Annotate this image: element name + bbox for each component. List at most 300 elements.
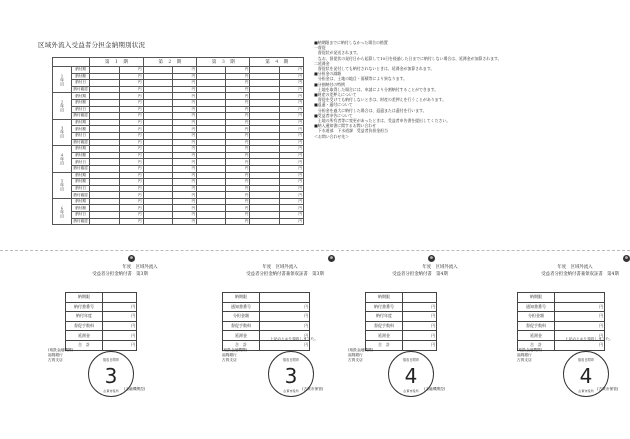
cell-blank bbox=[250, 139, 279, 146]
row-label: 納付確認 bbox=[73, 87, 88, 92]
stub-row-label: 督促手数料 bbox=[518, 321, 555, 331]
cell-blank bbox=[143, 113, 172, 120]
year-label: ５年目 bbox=[53, 172, 72, 198]
seal-mark-icon: ⊕ bbox=[624, 256, 629, 261]
period-number: 4 bbox=[579, 364, 593, 388]
seal-mark-icon: ⊕ bbox=[129, 256, 134, 261]
yen-cell: 円 bbox=[279, 212, 303, 219]
stub-row-value: 円 bbox=[103, 340, 137, 350]
cell-blank bbox=[90, 185, 119, 192]
cell-blank bbox=[197, 126, 226, 133]
table-row bbox=[53, 132, 304, 139]
table-row bbox=[53, 86, 304, 93]
stub-row-value: 円 bbox=[260, 302, 310, 312]
yen-cell: 円 bbox=[173, 165, 197, 172]
stub-row-value: 円 bbox=[403, 340, 437, 350]
yen-cell: 円 bbox=[173, 152, 197, 159]
cell-blank bbox=[143, 192, 172, 199]
yen-cell: 円 bbox=[173, 192, 197, 199]
yen-cell: 円 bbox=[119, 67, 143, 74]
bank-info bbox=[48, 348, 88, 363]
note-line: ■分担金の減額 bbox=[314, 71, 342, 77]
cell-blank bbox=[143, 119, 172, 126]
yen-cell: 円 bbox=[226, 67, 250, 74]
cell-blank bbox=[250, 119, 279, 126]
row-label: 納付額 bbox=[72, 99, 90, 106]
cell-blank bbox=[143, 86, 172, 93]
cell-blank bbox=[250, 132, 279, 139]
cell-blank bbox=[143, 198, 172, 205]
row-label: 納付確認 bbox=[73, 192, 88, 197]
note-line: 督促を受けても納付しないときは、財産の差押えを行うことがあります。 bbox=[314, 97, 446, 103]
table-row bbox=[53, 185, 304, 192]
bank-info bbox=[222, 348, 262, 363]
yen-cell: 円 bbox=[119, 218, 143, 225]
cell-blank bbox=[250, 126, 279, 133]
cell-blank bbox=[197, 106, 226, 113]
stub-row-label: 通知書番号 bbox=[223, 302, 260, 312]
cell-blank bbox=[250, 218, 279, 225]
yen-cell: 円 bbox=[226, 152, 250, 159]
cell-blank bbox=[90, 73, 119, 80]
note-line: ■納期限までに納付しなかった場合の措置 bbox=[314, 40, 388, 45]
cell-blank bbox=[90, 165, 119, 172]
yen-cell: 円 bbox=[119, 205, 143, 212]
stub-row-value bbox=[403, 293, 437, 303]
receipt-note: 上記のとおり領収しました。 bbox=[270, 337, 318, 341]
yen-cell: 円 bbox=[279, 205, 303, 212]
yen-cell: 円 bbox=[173, 86, 197, 93]
yen-cell: 円 bbox=[119, 192, 143, 199]
row-label: 納付日 bbox=[72, 159, 90, 166]
stub-row-label: 延滞金 bbox=[223, 331, 260, 341]
stub-row-value: 円 bbox=[403, 312, 437, 322]
stub-row-value: 円 bbox=[555, 321, 605, 331]
stub-row-value: 円 bbox=[260, 331, 310, 341]
yen-cell: 円 bbox=[279, 159, 303, 166]
yen-cell: 円 bbox=[173, 185, 197, 192]
stub-row-label: 督促手数料 bbox=[66, 321, 103, 331]
table-row bbox=[53, 106, 304, 113]
copy-note: (金融機関控) bbox=[124, 387, 146, 391]
stub-row bbox=[366, 312, 437, 322]
cell-blank bbox=[250, 152, 279, 159]
table-row bbox=[53, 192, 304, 199]
stub-header-title: 受益者分担金納付書 第3期 bbox=[92, 272, 148, 277]
yen-cell: 円 bbox=[173, 132, 197, 139]
cell-blank bbox=[90, 113, 119, 120]
stub-row bbox=[518, 293, 605, 303]
cell-blank bbox=[90, 93, 119, 100]
yen-cell: 円 bbox=[279, 126, 303, 133]
yen-cell: 円 bbox=[226, 93, 250, 100]
note-line: 二延滞金 bbox=[314, 60, 330, 66]
cell-blank bbox=[197, 67, 226, 74]
yen-cell: 円 bbox=[173, 179, 197, 186]
stub-row bbox=[66, 293, 137, 303]
cell-blank bbox=[250, 93, 279, 100]
stub-row-label: 合 計 bbox=[66, 340, 103, 350]
cell-blank bbox=[90, 172, 119, 179]
yen-cell: 円 bbox=[279, 185, 303, 192]
yen-cell: 円 bbox=[173, 212, 197, 219]
yen-cell: 円 bbox=[279, 86, 303, 93]
stub-row-value bbox=[555, 293, 605, 303]
yen-cell: 円 bbox=[279, 179, 303, 186]
cell-blank bbox=[197, 212, 226, 219]
yen-cell: 円 bbox=[173, 198, 197, 205]
yen-cell: 円 bbox=[279, 113, 303, 120]
yen-cell: 円 bbox=[226, 139, 250, 146]
cell-blank bbox=[143, 218, 172, 225]
bank-info-line: 古賀支店 bbox=[517, 358, 532, 362]
stamp-bottom-text: 古賀市役所 bbox=[103, 389, 119, 393]
yen-cell: 円 bbox=[119, 73, 143, 80]
stub-row-label: 分担金額 bbox=[518, 312, 555, 322]
yen-cell: 円 bbox=[226, 126, 250, 133]
stub-row-label: 通知書番号 bbox=[518, 302, 555, 312]
stub-row-label: 納付年度 bbox=[66, 312, 103, 322]
note-line: ■返還・還付について bbox=[314, 102, 353, 108]
row-label: 納付額 bbox=[72, 152, 90, 159]
cell-blank bbox=[143, 93, 172, 100]
row-label: 納付確認 bbox=[73, 218, 88, 223]
note-line: ■分割納付の特例 bbox=[314, 81, 345, 87]
table-row bbox=[53, 179, 304, 186]
stub-row-value: 円 bbox=[555, 302, 605, 312]
yen-cell: 円 bbox=[173, 205, 197, 212]
cell-blank bbox=[90, 198, 119, 205]
stub-row-value: 円 bbox=[555, 312, 605, 322]
stamp-bottom-text: 古賀市役所 bbox=[403, 389, 419, 393]
payment-schedule-table bbox=[52, 57, 304, 225]
yen-cell: 円 bbox=[119, 172, 143, 179]
cell-blank bbox=[197, 93, 226, 100]
yen-cell: 円 bbox=[226, 185, 250, 192]
table-row bbox=[53, 99, 304, 106]
stamp-arc-text: 領収日附印 bbox=[102, 358, 120, 362]
table-row bbox=[53, 152, 304, 159]
cell-blank bbox=[197, 73, 226, 80]
stub-row-value bbox=[103, 293, 137, 303]
yen-cell: 円 bbox=[173, 159, 197, 166]
period-number: 4 bbox=[404, 364, 418, 388]
cell-blank bbox=[90, 132, 119, 139]
table-row bbox=[53, 119, 304, 126]
cell-blank bbox=[143, 172, 172, 179]
bank-info bbox=[517, 348, 557, 363]
stub-row bbox=[366, 321, 437, 331]
stub-row-value: 円 bbox=[103, 331, 137, 341]
yen-cell: 円 bbox=[119, 80, 143, 87]
note-line: 下水道部 下水道課 受益者負担金担当 bbox=[314, 128, 388, 134]
note-line: ■受益者申告について bbox=[314, 112, 353, 118]
period-header: 第 １ 期 bbox=[90, 58, 143, 67]
row-label: 納付確認 bbox=[73, 113, 88, 118]
yen-cell: 円 bbox=[279, 172, 303, 179]
stamp-arc-text: 領収日附印 bbox=[402, 358, 420, 362]
note-line: ■納入通知書に関するお問い合わせ bbox=[314, 123, 377, 129]
yen-cell: 円 bbox=[173, 218, 197, 225]
cell-blank bbox=[197, 86, 226, 93]
row-label: 納付日 bbox=[72, 185, 90, 192]
table-row bbox=[53, 205, 304, 212]
cell-blank bbox=[143, 73, 172, 80]
stub-amount-table bbox=[65, 292, 137, 351]
stub-header-title: 受益者分担金納付書 第4期 bbox=[392, 272, 448, 277]
note-line: 一督促 bbox=[314, 45, 326, 51]
yen-cell: 円 bbox=[119, 165, 143, 172]
yen-cell: 円 bbox=[119, 106, 143, 113]
table-row bbox=[53, 80, 304, 87]
yen-cell: 円 bbox=[226, 146, 250, 153]
yen-cell: 円 bbox=[279, 146, 303, 153]
cell-blank bbox=[143, 159, 172, 166]
yen-cell: 円 bbox=[173, 106, 197, 113]
bank-info-line: 古賀支店 bbox=[222, 358, 237, 362]
table-row bbox=[53, 73, 304, 80]
cell-blank bbox=[143, 146, 172, 153]
yen-cell: 円 bbox=[173, 99, 197, 106]
bank-info-line: 福岡銀行 bbox=[517, 353, 532, 357]
cell-blank bbox=[143, 132, 172, 139]
cell-blank bbox=[143, 67, 172, 74]
yen-cell: 円 bbox=[173, 119, 197, 126]
note-line: 土地の所有者等に変更があったときは、受益者申告書を提出してください。 bbox=[314, 118, 451, 124]
period-header: 第 ４ 期 bbox=[250, 58, 304, 67]
yen-cell: 円 bbox=[226, 179, 250, 186]
cell-blank bbox=[250, 67, 279, 74]
cell-blank bbox=[250, 113, 279, 120]
row-label: 納付日 bbox=[72, 212, 90, 219]
row-label: 納付期 bbox=[72, 172, 90, 179]
stub-row bbox=[66, 321, 137, 331]
bank-info bbox=[348, 348, 388, 363]
period-number: 3 bbox=[104, 364, 118, 388]
seal-mark-icon: ⊕ bbox=[329, 256, 334, 261]
stub-row-value: 円 bbox=[403, 331, 437, 341]
cell-blank bbox=[143, 152, 172, 159]
bank-info-line: 古賀支店 bbox=[348, 358, 363, 362]
stub-row bbox=[366, 293, 437, 303]
yen-cell: 円 bbox=[119, 132, 143, 139]
notes-section bbox=[314, 40, 610, 139]
stub-row-label: 納期限 bbox=[518, 293, 555, 303]
stub-row bbox=[223, 321, 310, 331]
bank-info-line: (取扱金融機関) bbox=[517, 348, 543, 352]
table-row bbox=[53, 146, 304, 153]
note-line: ＜お問い合わせ先＞ bbox=[314, 133, 350, 139]
yen-cell: 円 bbox=[173, 126, 197, 133]
cell-blank bbox=[197, 159, 226, 166]
yen-cell: 円 bbox=[279, 106, 303, 113]
seal-mark-icon: ⊕ bbox=[429, 256, 434, 261]
row-label: 納付期 bbox=[72, 146, 90, 153]
cell-blank bbox=[197, 172, 226, 179]
yen-cell: 円 bbox=[119, 212, 143, 219]
stub-row-value: 円 bbox=[260, 340, 310, 350]
stub-row bbox=[223, 293, 310, 303]
cell-blank bbox=[250, 205, 279, 212]
yen-cell: 円 bbox=[279, 165, 303, 172]
stub-row-label: 督促手数料 bbox=[223, 321, 260, 331]
period-header: 第 ２ 期 bbox=[143, 58, 196, 67]
row-label: 納付額 bbox=[72, 205, 90, 212]
stub-row bbox=[518, 321, 605, 331]
stub-row-label: 督促手数料 bbox=[366, 321, 403, 331]
stub-header-title: 受益者分担金納付書兼領収証書 第4期 bbox=[541, 272, 619, 277]
cell-blank bbox=[143, 126, 172, 133]
cell-blank bbox=[250, 73, 279, 80]
stamp-arc-text: 領収日附印 bbox=[577, 358, 595, 362]
yen-cell: 円 bbox=[226, 205, 250, 212]
yen-cell: 円 bbox=[279, 99, 303, 106]
stub-row-label: 合 計 bbox=[518, 340, 555, 350]
cell-blank bbox=[197, 185, 226, 192]
table-row bbox=[53, 165, 304, 172]
cell-blank bbox=[90, 218, 119, 225]
cell-blank bbox=[143, 205, 172, 212]
note-line: 分担金を過大に納付した場合は、返還または還付を行います。 bbox=[314, 107, 427, 113]
note-line: ■財産の差押えについて bbox=[314, 92, 357, 98]
year-label: ４年目 bbox=[53, 146, 72, 172]
note-line: 督促状を発付しても納付されないときは、延滞金が加算されます。 bbox=[314, 66, 435, 72]
yen-cell: 円 bbox=[119, 152, 143, 159]
cell-blank bbox=[250, 212, 279, 219]
stub-row bbox=[366, 302, 437, 312]
cell-blank bbox=[197, 152, 226, 159]
yen-cell: 円 bbox=[226, 113, 250, 120]
table-row bbox=[53, 212, 304, 219]
stub-row-value: 円 bbox=[260, 312, 310, 322]
yen-cell: 円 bbox=[119, 119, 143, 126]
yen-cell: 円 bbox=[173, 80, 197, 87]
yen-cell: 円 bbox=[226, 212, 250, 219]
row-label: 納付確認 bbox=[73, 166, 88, 171]
row-label: 納付額 bbox=[72, 126, 90, 133]
year-label: ３年目 bbox=[53, 119, 72, 145]
stub-row bbox=[518, 302, 605, 312]
cell-blank bbox=[197, 165, 226, 172]
yen-cell: 円 bbox=[279, 192, 303, 199]
cell-blank bbox=[90, 126, 119, 133]
yen-cell: 円 bbox=[226, 106, 250, 113]
cell-blank bbox=[90, 159, 119, 166]
bank-info-line: (取扱金融機関) bbox=[48, 348, 74, 352]
table-row bbox=[53, 67, 304, 74]
yen-cell: 円 bbox=[226, 198, 250, 205]
cell-blank bbox=[250, 185, 279, 192]
note-line: 土地を取得した場合には、申請により分割納付することができます。 bbox=[314, 86, 439, 92]
stamp-bottom-text: 古賀市役所 bbox=[578, 389, 594, 393]
cell-blank bbox=[250, 80, 279, 87]
cell-blank bbox=[197, 99, 226, 106]
cell-blank bbox=[143, 179, 172, 186]
yen-cell: 円 bbox=[226, 192, 250, 199]
cell-blank bbox=[197, 139, 226, 146]
yen-cell: 円 bbox=[226, 165, 250, 172]
stub-row bbox=[366, 331, 437, 341]
table-row bbox=[53, 159, 304, 166]
stub-header-title: 受益者分担金納付書兼領収証書 第3期 bbox=[246, 272, 324, 277]
cell-blank bbox=[143, 212, 172, 219]
cell-blank bbox=[90, 205, 119, 212]
copy-note: (古賀市保管) bbox=[597, 387, 619, 391]
row-label: 納付期 bbox=[72, 67, 90, 74]
cell-blank bbox=[90, 80, 119, 87]
row-label: 納付期 bbox=[72, 198, 90, 205]
stub-header-year: 年度 区域外流入 bbox=[122, 265, 158, 270]
stub-row-value: 円 bbox=[103, 302, 137, 312]
yen-cell: 円 bbox=[119, 93, 143, 100]
stub-row-value: 円 bbox=[103, 312, 137, 322]
cell-blank bbox=[90, 119, 119, 126]
stub-header-year: 年度 区域外流入 bbox=[557, 265, 593, 270]
yen-cell: 円 bbox=[119, 146, 143, 153]
stub-row-label: 納付書番号 bbox=[66, 302, 103, 312]
yen-cell: 円 bbox=[279, 152, 303, 159]
stub-row bbox=[66, 331, 137, 341]
yen-cell: 円 bbox=[279, 218, 303, 225]
yen-cell: 円 bbox=[279, 139, 303, 146]
yen-cell: 円 bbox=[279, 93, 303, 100]
copy-note: (古賀市保管) bbox=[302, 387, 324, 391]
stub-row-label: 納期限 bbox=[366, 293, 403, 303]
table-row bbox=[53, 218, 304, 225]
cell-blank bbox=[250, 192, 279, 199]
cell-blank bbox=[197, 113, 226, 120]
stub-row-label: 延滞金 bbox=[66, 331, 103, 341]
cell-blank bbox=[197, 119, 226, 126]
cell-blank bbox=[90, 152, 119, 159]
period-header: 第 ３ 期 bbox=[197, 58, 250, 67]
fold-line bbox=[0, 250, 630, 251]
stamp-bottom-text: 古賀市役所 bbox=[283, 389, 299, 393]
note-line: 督促状が発送されます。 bbox=[314, 50, 361, 56]
cell-blank bbox=[143, 139, 172, 146]
cell-blank bbox=[197, 218, 226, 225]
yen-cell: 円 bbox=[173, 172, 197, 179]
stub-header-year: 年度 区域外流入 bbox=[422, 265, 458, 270]
cell-blank bbox=[250, 106, 279, 113]
bank-info-line: 福岡銀行 bbox=[348, 353, 363, 357]
cell-blank bbox=[197, 192, 226, 199]
yen-cell: 円 bbox=[173, 139, 197, 146]
cell-blank bbox=[250, 165, 279, 172]
table-row bbox=[53, 113, 304, 120]
row-label: 納付日 bbox=[72, 80, 90, 87]
cell-blank bbox=[250, 86, 279, 93]
cell-blank bbox=[90, 212, 119, 219]
yen-cell: 円 bbox=[226, 218, 250, 225]
year-label: １年目 bbox=[53, 67, 72, 93]
stub-amount-table bbox=[365, 292, 437, 351]
row-label: 納付確認 bbox=[73, 139, 88, 144]
stub-row-label: 分担金額 bbox=[223, 312, 260, 322]
cell-blank bbox=[90, 67, 119, 74]
receipt-note: 上記のとおり領収しました。 bbox=[565, 337, 613, 341]
cell-blank bbox=[143, 165, 172, 172]
cell-blank bbox=[90, 146, 119, 153]
table-row bbox=[53, 198, 304, 205]
table-row bbox=[53, 172, 304, 179]
row-label: 納付期 bbox=[72, 119, 90, 126]
cell-blank bbox=[197, 146, 226, 153]
yen-cell: 円 bbox=[173, 93, 197, 100]
yen-cell: 円 bbox=[279, 73, 303, 80]
copy-note: (金融機関控) bbox=[424, 387, 446, 391]
header-blank bbox=[53, 58, 90, 67]
